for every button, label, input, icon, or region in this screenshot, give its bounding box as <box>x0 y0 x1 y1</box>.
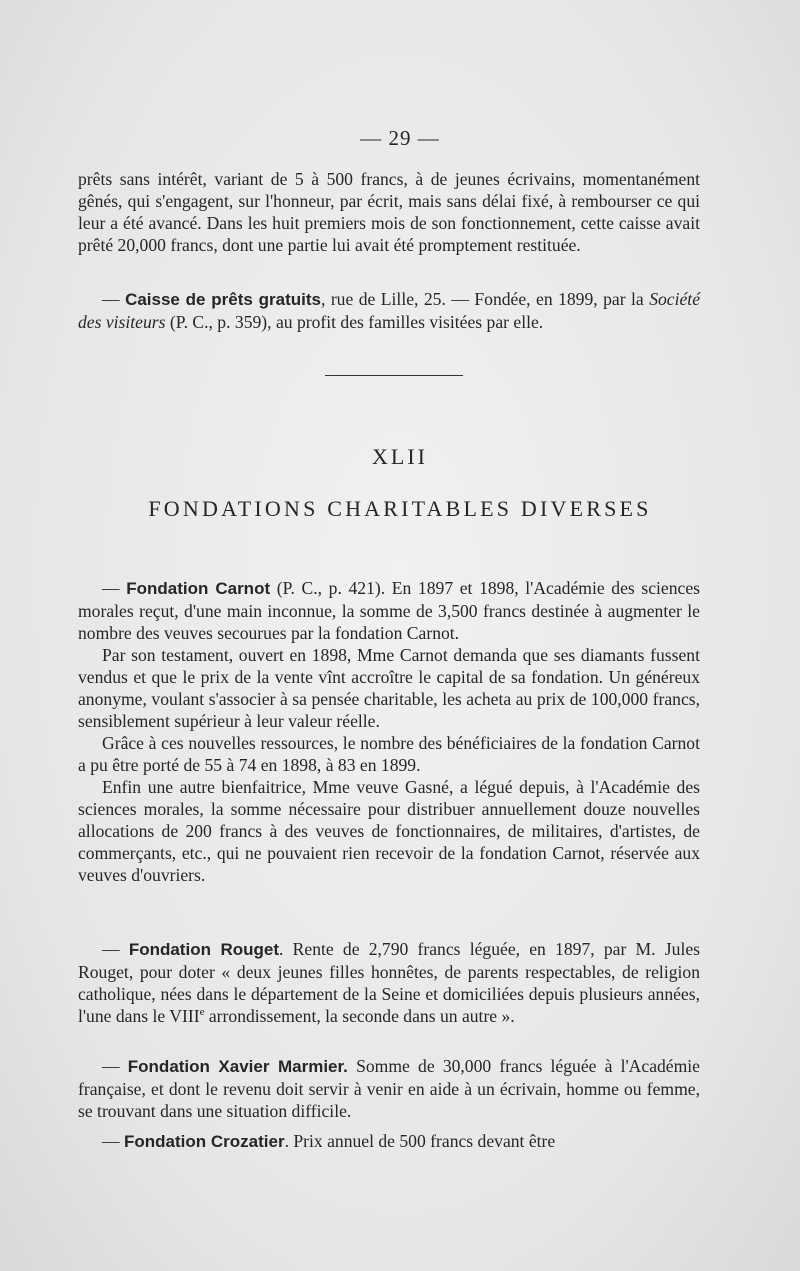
marmier-heading: Fondation Xavier Marmier. <box>127 1057 348 1076</box>
chapter-title: FONDATIONS CHARITABLES DIVERSES <box>148 496 652 521</box>
carnot-paragraph-2: Par son testament, ouvert en 1898, Mme Carnot demanda que ses diamants fussent vendus et que le prix de la vente vînt accroître le capital de sa fondation. Un généreux anonyme, voulant s'associer à sa pensée charitable, les acheta au prix de 100,000 francs, sensiblement supérieur à leur valeur réelle. <box>78 645 700 731</box>
section-divider <box>325 375 463 376</box>
rouget-text-1: . Rente de 2,790 francs léguée, en 1897, par M. Jules Rouget, pour doter « deux jeunes filles honnêtes, de parents respectables, de religion catholique, nées dans le département de la Seine et domiciliées depuis plusieurs années, l'une dans le VIII <box>78 939 700 1026</box>
chapter-number: XLII <box>372 444 428 469</box>
caisse-text-2: (P. C., p. 359), au profit des familles visitées par elle. <box>165 312 544 332</box>
intro-paragraph <box>78 168 700 256</box>
crozatier-text: . Prix annuel de 500 francs devant être <box>284 1131 556 1151</box>
carnot-paragraph-4: Enfin une autre bienfaitrice, Mme veuve Gasné, a légué depuis, à l'Académie des sciences morales, la somme nécessaire pour distribuer annuellement douze nouvelles allocations de 200 francs à des veuves de fonctionnaires, de militaires, d'artistes, de commerçants, etc., qui ne pouvaient rien recevoir de la fondation Carnot, réservée aux veuves d'ouvriers. <box>78 777 700 885</box>
marmier-paragraph <box>78 1055 700 1122</box>
rouget-superscript: e <box>199 1006 205 1019</box>
carnot-dash: — <box>102 578 127 598</box>
crozatier-paragraph <box>78 1130 700 1153</box>
rouget-dash: — <box>102 939 129 959</box>
rouget-text-2: arrondissement, la seconde dans un autre ». <box>204 1006 515 1026</box>
rouget-heading: Fondation Rouget <box>128 940 280 959</box>
carnot-text-1: (P. C., p. 421). En 1897 et 1898, l'Académie des sciences morales reçut, d'une main inconnue, la somme de 3,500 francs destinée à augmenter le nombre des veuves secourues par la fondation Carnot. <box>78 578 700 643</box>
carnot-heading: Fondation Carnot <box>126 579 271 598</box>
caisse-paragraph <box>78 288 700 333</box>
caisse-society: Société des visiteurs <box>78 289 700 332</box>
marmier-dash: — <box>102 1056 128 1076</box>
crozatier-heading: Fondation Crozatier <box>124 1132 285 1151</box>
intro-text: prêts sans intérêt, variant de 5 à 500 francs, à de jeunes écrivains, momentanément gênés, qui s'engagent, sur l'honneur, par écrit, mais sans délai fixé, à rembourser ce qui leur a été avancé. Dans les huit premiers mois de son fonctionnement, cette caisse avait prêté 20,000 francs, dont une partie lui avait été promptement restituée. <box>78 169 700 255</box>
caisse-dash: — <box>102 289 126 309</box>
rouget-paragraph <box>78 938 700 1027</box>
page-number: — 29 — <box>360 126 440 150</box>
marmier-text: Somme de 30,000 francs léguée à l'Académie française, et dont le revenu doit servir à venir en aide à un écrivain, homme ou femme, se trouvant dans une situation difficile. <box>78 1056 700 1121</box>
caisse-heading: Caisse de prêts gratuits <box>125 290 321 309</box>
carnot-section <box>78 577 700 886</box>
crozatier-dash: — <box>102 1131 124 1151</box>
carnot-paragraph-3: Grâce à ces nouvelles ressources, le nombre des bénéficiaires de la fondation Carnot a pu être porté de 55 à 74 en 1898, à 83 en 1899. <box>78 733 700 775</box>
carnot-paragraph-1 <box>78 577 700 644</box>
caisse-text-1: , rue de Lille, 25. — Fondée, en 1899, par la <box>320 289 650 309</box>
